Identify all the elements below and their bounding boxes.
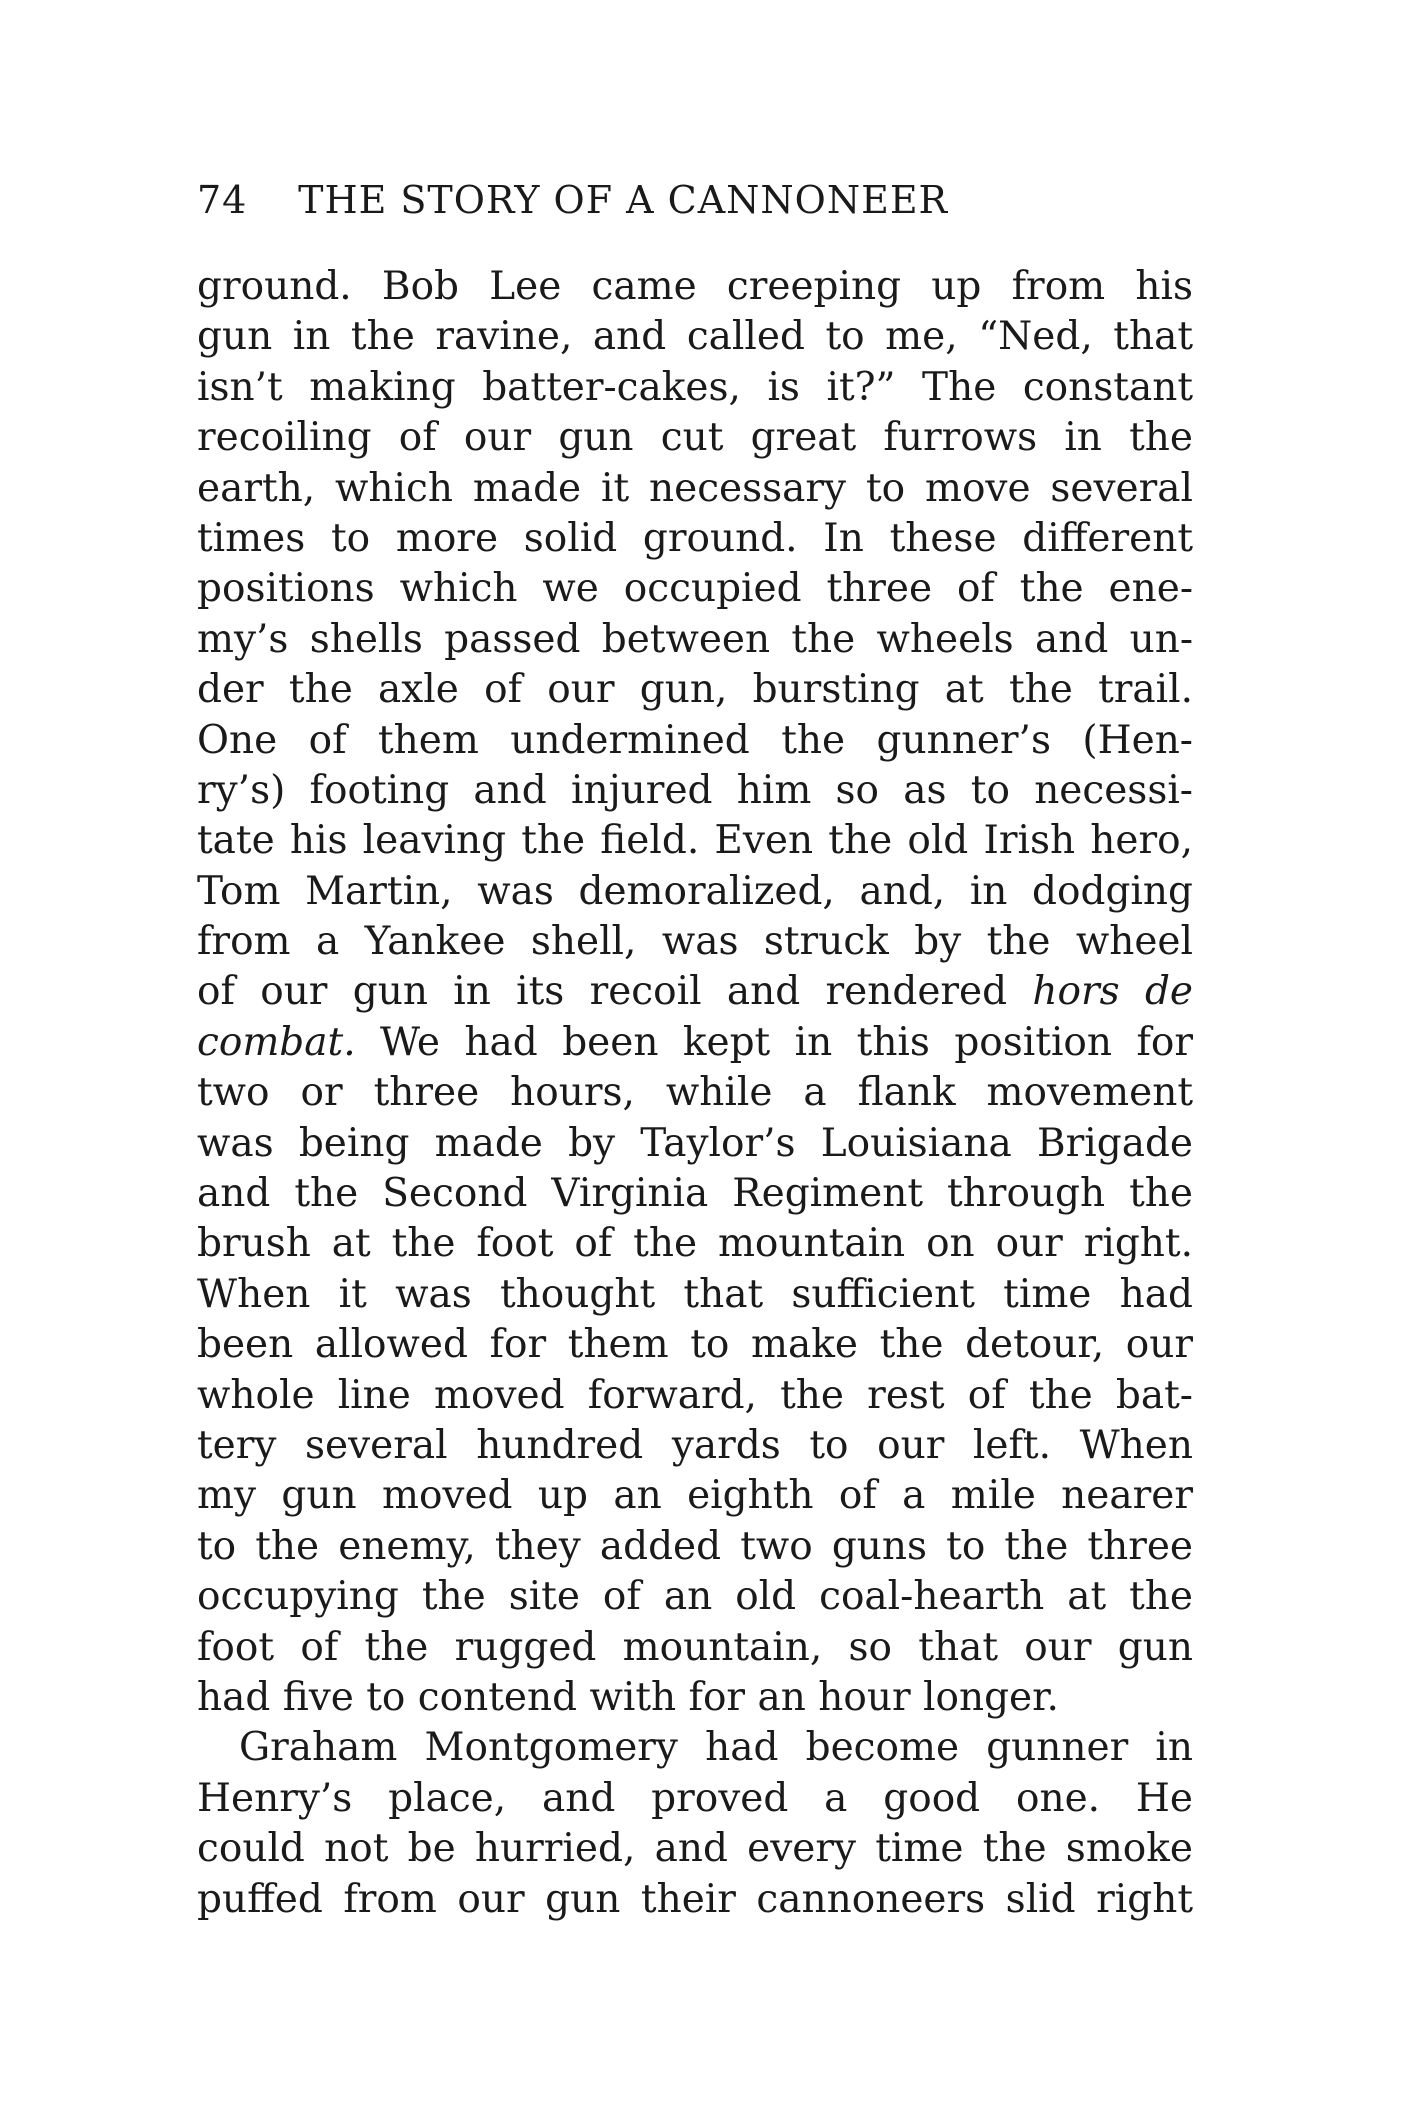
text-line: recoiling of our gun cut great furrows in the (197, 415, 1193, 461)
text-line: ry’s) footing and injured him so as to necessi- (197, 767, 1193, 813)
text-line: had five to contend with for an hour longer. (197, 1674, 1059, 1720)
running-head (197, 170, 1197, 230)
text-line: positions which we occupied three of the ene- (197, 566, 1193, 612)
text-line: from a Yankee shell, was struck by the wheel (197, 919, 1193, 965)
text-line: been allowed for them to make the detour, our (197, 1322, 1193, 1368)
text-line: gun in the ravine, and called to me, “Ned, that (197, 314, 1193, 360)
text-line: whole line moved forward, the rest of the bat- (197, 1372, 1193, 1418)
text-line: occupying the site of an old coal-hearth at the (197, 1574, 1193, 1620)
text-segment: of our gun in its recoil and rendered (197, 969, 1008, 1015)
text-line: could not be hurried, and every time the smoke (197, 1826, 1193, 1872)
italic-phrase: hors de (1032, 969, 1193, 1015)
text-line-paragraph-start: Graham Montgomery had become gunner in (239, 1725, 1193, 1771)
italic-phrase: combat. (197, 1019, 356, 1065)
book-title: THE STORY OF A CANNONEER (298, 178, 949, 222)
body-text (197, 262, 1193, 1925)
text-line: times to more solid ground. In these different (197, 515, 1193, 561)
text-line: my’s shells passed between the wheels and un- (197, 616, 1193, 662)
text-line (197, 1018, 1193, 1068)
text-line: der the axle of our gun, bursting at the trail. (197, 667, 1193, 713)
text-line: Tom Martin, was demoralized, and, in dodging (197, 868, 1193, 914)
text-line: isn’t making batter-cakes, is it?” The constant (197, 364, 1193, 410)
text-line: tate his leaving the field. Even the old Irish hero, (197, 818, 1193, 864)
text-line: was being made by Taylor’s Louisiana Brigade (197, 1120, 1193, 1166)
page-number: 74 (197, 178, 248, 222)
text-line: puffed from our gun their cannoneers slid right (197, 1876, 1193, 1922)
text-line: Henry’s place, and proved a good one. He (197, 1775, 1193, 1821)
text-line: tery several hundred yards to our left. When (197, 1422, 1193, 1468)
text-line: ground. Bob Lee came creeping up from his (197, 264, 1193, 309)
text-line: and the Second Virginia Regiment through the (197, 1171, 1193, 1217)
text-segment: We had been kept in this position for (380, 1019, 1194, 1065)
text-line: brush at the foot of the mountain on our right. (197, 1221, 1193, 1267)
text-line: When it was thought that sufficient time had (197, 1271, 1193, 1317)
text-line (197, 967, 1193, 1017)
text-line: foot of the rugged mountain, so that our gun (197, 1624, 1193, 1670)
text-line: earth, which made it necessary to move several (197, 465, 1193, 511)
text-line: to the enemy, they added two guns to the three (197, 1523, 1193, 1569)
text-line: my gun moved up an eighth of a mile nearer (197, 1473, 1193, 1519)
text-line: One of them undermined the gunner’s (Hen- (197, 717, 1193, 763)
text-line: two or three hours, while a flank movement (197, 1070, 1193, 1116)
